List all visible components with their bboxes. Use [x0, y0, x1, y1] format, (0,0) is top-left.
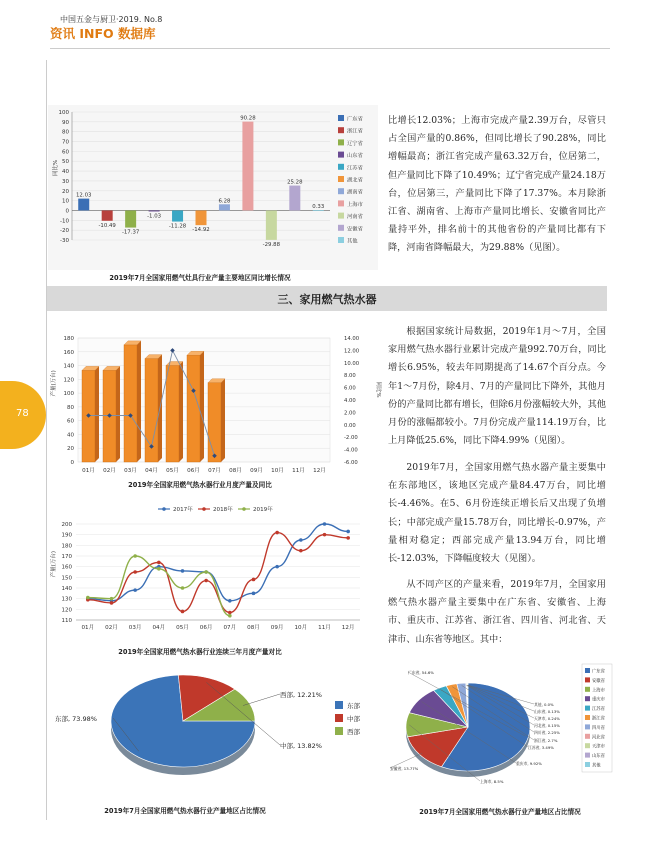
legend-label: 浙江省 [592, 716, 605, 722]
pie-label: 浙江省, 2.7% [534, 738, 558, 743]
bar-side-face [137, 341, 141, 462]
y2-tick-label: 0.00 [344, 422, 356, 429]
x-tick-label: 08月 [247, 625, 260, 631]
series-point [299, 538, 303, 542]
series-point [346, 530, 350, 534]
legend-swatch [585, 696, 590, 701]
x-tick-label: 07月 [223, 625, 237, 631]
section-heading: 三、家用燃气热水器 [277, 293, 377, 306]
pie-label: 西部, 12.21% [280, 691, 322, 699]
y-tick-label: 100 [58, 110, 69, 116]
bar-江苏省 [172, 210, 183, 221]
y-tick-label: 80 [67, 404, 74, 411]
y-tick-label: 190 [61, 532, 72, 539]
y-axis-title: 同比% [53, 159, 59, 176]
legend-swatch [338, 152, 344, 158]
legend-marker [202, 507, 206, 511]
y-tick-label: 110 [61, 618, 72, 624]
pie-label: 天津市, 0.24% [534, 716, 560, 721]
series-point [228, 611, 232, 615]
y-axis-title: 产量(万台) [51, 370, 57, 397]
pie-label: 其他, 0.0% [534, 702, 554, 707]
x-tick-label: 02月 [103, 468, 116, 474]
series-point [275, 565, 279, 569]
legend-swatch [335, 701, 343, 709]
bar-山东省 [149, 210, 160, 211]
y-tick-label: -30 [60, 238, 69, 244]
x-tick-label: 10月 [271, 468, 284, 474]
y-tick-label: -10 [60, 218, 69, 225]
legend-swatch [338, 176, 344, 182]
legend-swatch [338, 200, 344, 206]
pie-label: 广东省, 54.6% [408, 670, 434, 675]
x-tick-label: 06月 [199, 625, 213, 631]
legend-label: 河北省 [592, 735, 605, 741]
bar-value-label: -14.92 [192, 227, 210, 234]
bar-value-label: 6.28 [218, 198, 231, 205]
bar-value-label: -17.37 [121, 229, 140, 236]
y-tick-label: 140 [63, 363, 74, 370]
legend-label: 江苏省 [592, 707, 605, 713]
chart-caption-province-share: 2019年7月全国家用燃气热水器行业产量地区占比情况 [419, 808, 581, 816]
y-tick-label: 170 [61, 554, 72, 560]
x-tick-label: 06月 [187, 468, 200, 474]
y-tick-label: 0 [70, 460, 74, 466]
bar-河南省 [266, 210, 277, 239]
y-tick-label: -20 [60, 228, 69, 235]
series-point [110, 601, 114, 605]
x-tick-label: 12月 [313, 468, 326, 474]
x-tick-label: 01月 [81, 625, 95, 631]
y-tick-label: 80 [62, 129, 69, 136]
bar-value-label: 0.33 [312, 204, 325, 211]
legend-label: 山东省 [592, 754, 605, 760]
pie-label: 安徽省, 13.77% [390, 766, 419, 771]
x-tick-label: 04月 [145, 468, 158, 474]
bar-value-label: -1.03 [147, 213, 162, 220]
x-tick-label: 08月 [229, 468, 242, 474]
x-tick-label: 02月 [105, 625, 118, 631]
chart-province-share [388, 662, 620, 792]
y-tick-label: 100 [63, 391, 74, 398]
section-header: 资讯 INFO 数据库 [50, 26, 156, 41]
legend-swatch [338, 127, 344, 133]
bar-上海市 [242, 122, 253, 211]
x-tick-label: 09月 [250, 468, 263, 474]
series-point [204, 579, 208, 583]
series-point [157, 567, 161, 571]
x-tick-label: 10月 [294, 625, 308, 631]
y-tick-label: 160 [61, 564, 72, 571]
legend-swatch [585, 734, 590, 739]
y-tick-label: 50 [62, 159, 69, 166]
legend-label: 上海市 [592, 688, 605, 694]
legend-swatch [585, 724, 590, 729]
series-point [110, 597, 114, 601]
series-point [346, 536, 350, 540]
bar-side-face [116, 366, 120, 462]
bar-03月 [124, 345, 137, 462]
y-tick-label: 40 [67, 432, 74, 439]
margin-rule [46, 60, 47, 820]
y2-tick-label: 10.00 [344, 360, 360, 367]
legend-swatch [338, 237, 344, 243]
y-tick-label: 150 [61, 575, 72, 582]
x-tick-label: 03月 [128, 625, 142, 631]
y-tick-label: 40 [62, 169, 69, 176]
bar-value-label: 90.28 [240, 115, 256, 122]
pie-label: 江苏省, 3.49% [528, 745, 554, 750]
page-number: 78 [16, 408, 29, 419]
legend-swatch [585, 687, 590, 692]
x-tick-label: 04月 [152, 625, 166, 631]
chart-caption-three-year-comparison: 2019年全国家用燃气热水器行业连续三年月度产量对比 [118, 648, 282, 656]
pie-label: 河北省, 0.15% [534, 723, 560, 728]
series-point [228, 614, 232, 618]
legend-label: 广东省 [592, 669, 605, 675]
chart-caption-monthly-output: 2019年全国家用燃气热水器行业月度产量及同比 [128, 481, 272, 489]
y-tick-label: 60 [62, 149, 69, 156]
legend-label: 湖南省 [347, 189, 363, 196]
section-heading-bar [47, 286, 607, 311]
bar-辽宁省 [125, 210, 136, 227]
bar-浙江省 [102, 210, 113, 220]
legend-label: 上海市 [347, 201, 363, 208]
legend-label: 其他 [347, 238, 358, 245]
bar-湖南省 [219, 204, 230, 210]
bar-安徽省 [289, 186, 300, 211]
y-tick-label: 120 [61, 607, 72, 614]
bar-side-face [200, 351, 204, 462]
y2-tick-label: -2.00 [344, 435, 358, 442]
series-point [275, 531, 279, 535]
y-tick-label: 70 [62, 139, 69, 146]
series-line-2017年 [88, 524, 348, 601]
header-divider [50, 48, 610, 49]
legend-label: 东部 [347, 702, 360, 710]
series-point [252, 578, 256, 582]
legend-label: 安徽省 [592, 678, 605, 684]
legend-label: 2017年 [173, 507, 193, 513]
y-tick-label: 180 [63, 336, 74, 342]
x-tick-label: 03月 [124, 468, 137, 474]
paragraph-province-output: 从不同产区的产量来看，2019年7月，全国家用燃气热水器产量主要集中在广东省、安徽省、上海市、重庆市、江苏省、浙江省、四川省、河北省、天津市、山东省等地区。其中： [388, 579, 606, 645]
chart-monthly-output [48, 330, 380, 480]
paragraph-national-output: 根据国家统计局数据，2019年1月～7月，全国家用燃气热水器行业累计完成产量992.70万台，同比增长6.95%，较去年同期提高了14.67个百分点。今年1～7月份，除4月、7月的产量同比下降外，其他月份的产量同比都有增长，但除6月份涨幅较大外，其他月份的涨幅都较小。7月份完成产量114.19万台，比上月降低25.6%，同比下降4.99%（见图）。 [388, 326, 606, 447]
legend-swatch [585, 668, 590, 673]
legend-label: 天津市 [592, 744, 605, 750]
series-point [133, 588, 137, 592]
y2-tick-label: -4.00 [344, 447, 358, 454]
y-tick-label: 30 [62, 178, 69, 185]
legend-label: 其他 [592, 763, 601, 769]
pie-label: 山东省, 0.13% [534, 709, 560, 714]
legend-label: 重庆市 [592, 697, 605, 703]
bar-广东省 [78, 199, 89, 211]
y2-tick-label: 2.00 [344, 410, 356, 417]
legend-marker [242, 507, 246, 511]
bar-06月 [187, 355, 200, 462]
legend-swatch [338, 139, 344, 145]
legend-label: 西部 [347, 728, 360, 736]
y-tick-label: 180 [61, 543, 72, 550]
legend-swatch [335, 714, 343, 722]
chart-caption-province-growth: 2019年7月全国家用燃气灶具行业产量主要地区同比增长情况 [109, 274, 291, 282]
legend-swatch [338, 164, 344, 170]
x-tick-label: 05月 [176, 625, 189, 631]
y-tick-label: 140 [61, 586, 72, 592]
chart-caption-region-share: 2019年7月全国家用燃气热水器行业产量地区占比情况 [104, 807, 266, 815]
legend-label: 中部 [347, 715, 360, 723]
legend-swatch [585, 715, 590, 720]
x-tick-label: 11月 [318, 625, 331, 631]
series-point [323, 522, 327, 526]
bar-湖北省 [196, 210, 207, 225]
y2-tick-label: 6.00 [344, 385, 356, 392]
series-point [299, 549, 303, 553]
legend-label: 2018年 [213, 507, 233, 513]
legend-label: 浙江省 [347, 128, 363, 135]
legend-swatch [585, 677, 590, 682]
legend-label: 河南省 [347, 214, 363, 221]
x-tick-label: 12月 [341, 625, 355, 631]
series-point [181, 569, 185, 573]
bar-value-label: 25.28 [287, 179, 303, 186]
bar-其他 [313, 210, 324, 211]
paragraph-regional-output: 2019年7月，全国家用燃气热水器产量主要集中在东部地区，该地区完成产量84.47万台，同比增长-4.46%。在5、6月份连续正增长后又出现了负增长；中部完成产量15.78万台，同比增长-0.97%，产量相对稳定；西部完成产量13.94万台，同比增长-12.03%，下降幅度较大（见图）。 [388, 462, 606, 565]
pie-label: 重庆市, 9.92% [516, 761, 542, 766]
legend-swatch [338, 115, 344, 121]
pie-label: 东部, 73.98% [55, 715, 97, 723]
series-point [204, 570, 208, 574]
y2-axis-title: 同比% [375, 381, 381, 398]
y-tick-label: 130 [61, 596, 72, 603]
series-point [157, 561, 161, 565]
legend-marker [162, 507, 166, 511]
pie-label: 四川省, 2.25% [534, 730, 560, 735]
journal-header: 中国五金与厨卫·2019. No.8 [60, 15, 163, 24]
bar-value-label: 12.03 [76, 192, 92, 199]
pie-leader-line [243, 694, 280, 706]
bar-value-label: -11.28 [168, 223, 187, 230]
pie-label: 中部, 13.82% [280, 742, 322, 750]
series-point [323, 533, 327, 537]
y-tick-label: 10 [62, 198, 69, 205]
series-point [133, 554, 137, 558]
y-tick-label: 120 [63, 377, 74, 384]
bar-side-face [95, 366, 99, 462]
y2-tick-label: 14.00 [344, 336, 360, 342]
bar-05月 [166, 366, 179, 462]
page-number-tab [0, 381, 46, 449]
legend-label: 山东省 [347, 153, 363, 160]
chart-three-year-comparison [48, 502, 368, 642]
pie-label: 上海市, 8.5% [480, 779, 504, 784]
x-tick-label: 07月 [208, 468, 221, 474]
legend-swatch [585, 706, 590, 711]
y-tick-label: 0 [65, 208, 69, 215]
bar-value-label: -29.88 [262, 241, 281, 248]
series-point [181, 586, 185, 590]
y-tick-label: 60 [67, 418, 74, 425]
legend-swatch [585, 762, 590, 767]
chart-background [48, 105, 378, 270]
y2-tick-label: 8.00 [344, 373, 356, 380]
y-tick-label: 90 [62, 119, 69, 126]
x-tick-label: 09月 [270, 625, 284, 631]
y2-tick-label: -6.00 [344, 460, 358, 466]
legend-label: 四川省 [592, 725, 605, 731]
bar-value-label: -10.49 [98, 222, 116, 229]
series-point [181, 610, 185, 614]
legend-label: 2019年 [253, 507, 273, 513]
bar-07月 [208, 383, 221, 462]
series-line-2018年 [88, 533, 348, 613]
legend-swatch [338, 188, 344, 194]
x-tick-label: 01月 [82, 468, 95, 474]
bar-side-face [179, 362, 183, 462]
x-tick-label: 05月 [166, 468, 179, 474]
y-axis-title: 产量(万台) [51, 551, 57, 578]
legend-swatch [585, 753, 590, 758]
paragraph-province-growth: 比增长12.03%；上海市完成产量2.39万台，尽管只占全国产量的0.86%，但同比增长了90.28%，同比增幅最高；浙江省完成产量63.32万台，位居第二，但产量同比下降了10.49%；辽宁省完成产量24.18万台，位居第三，产量同比下降了17.37%。本月除浙江省、湖南省、上海市产量同比增长、安徽省同比产量持平外，排名前十的其他省份的产量同比都有下降，河南省降幅最大，为29.88%（见图）。 [388, 115, 606, 254]
legend-label: 安徽省 [347, 226, 363, 233]
legend-swatch [585, 743, 590, 748]
legend-label: 江苏省 [347, 165, 363, 172]
legend-label: 辽宁省 [347, 140, 363, 147]
legend-swatch [338, 225, 344, 231]
y-tick-label: 160 [63, 349, 74, 356]
y-tick-label: 20 [62, 188, 69, 195]
series-point [133, 570, 137, 574]
chart-province-growth [48, 105, 378, 270]
y2-tick-label: 12.00 [344, 348, 360, 355]
bar-side-face [221, 379, 225, 462]
series-point [86, 596, 90, 600]
y-tick-label: 20 [67, 446, 74, 453]
series-point [228, 599, 232, 603]
y-tick-label: 200 [61, 522, 72, 528]
legend-label: 湖北省 [347, 177, 363, 184]
legend-swatch [338, 213, 344, 219]
chart-region-share [55, 663, 385, 798]
legend-label: 广东省 [347, 116, 363, 123]
y2-tick-label: 4.00 [344, 398, 356, 404]
x-tick-label: 11月 [292, 468, 305, 474]
legend-swatch [335, 727, 343, 735]
series-point [252, 592, 256, 596]
